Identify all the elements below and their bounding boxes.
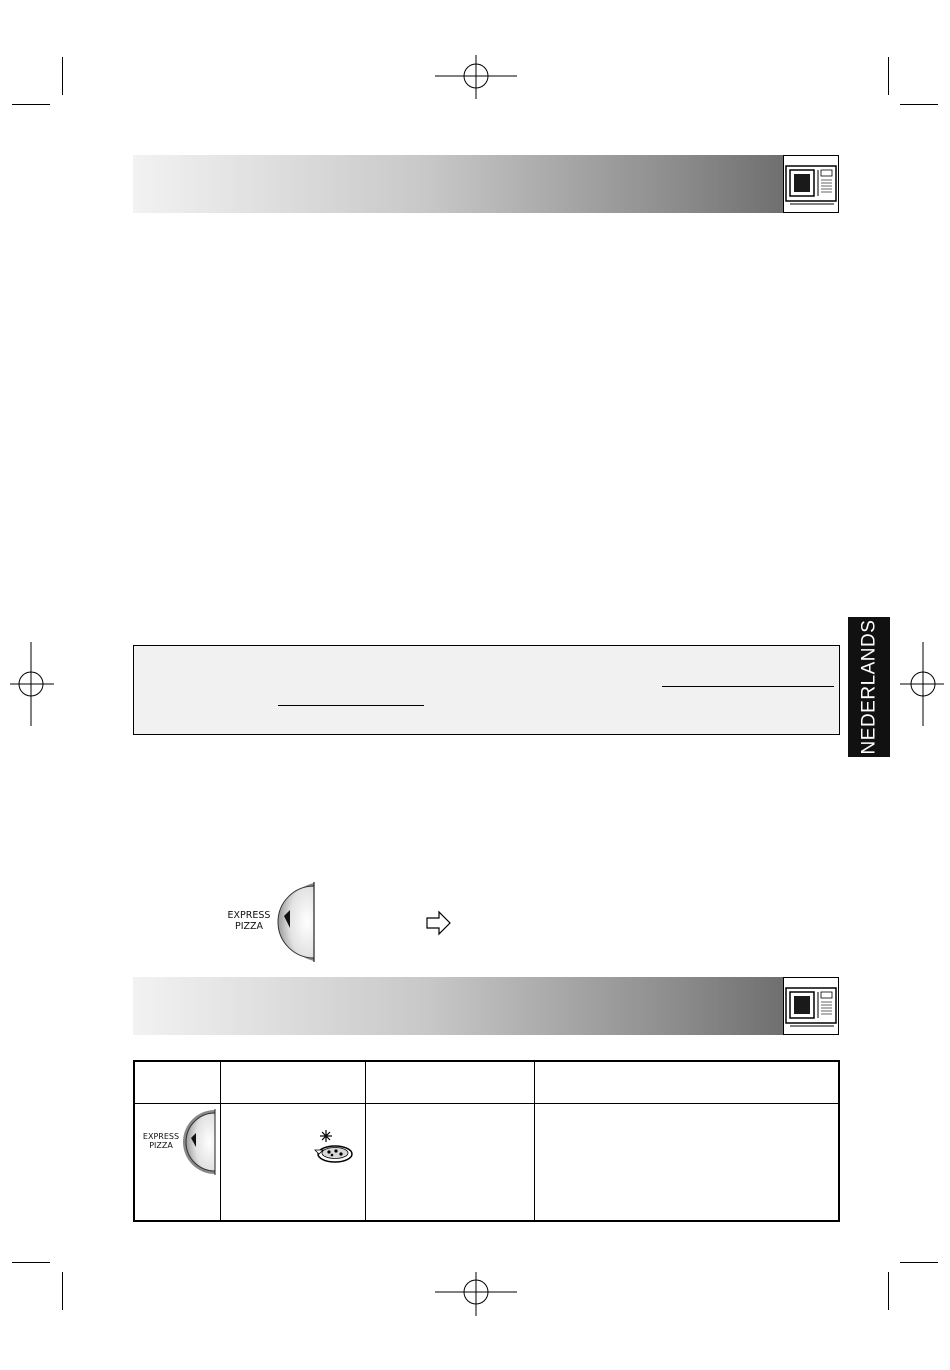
frozen-pizza-icon [313, 1128, 355, 1164]
arrow-right-icon [426, 910, 452, 936]
language-tab-label: NEDERLANDS [858, 619, 879, 755]
express-pizza-button[interactable] [182, 1109, 218, 1175]
registration-mark-icon [900, 642, 944, 726]
underline-mark [278, 705, 424, 706]
crop-mark [888, 57, 889, 95]
table-header-cell [365, 1061, 535, 1103]
table-header-cell [221, 1061, 366, 1103]
pizza-label-line: PIZZA [149, 1140, 173, 1150]
notice-box [133, 645, 840, 735]
pizza-label-line: PIZZA [234, 920, 264, 932]
crop-mark [900, 1262, 938, 1263]
express-pizza-label [218, 911, 280, 933]
underline-mark [662, 686, 834, 687]
table-header-row [134, 1061, 839, 1103]
crop-mark [62, 1272, 63, 1310]
table-header-cell [134, 1061, 221, 1103]
section-header-bar [133, 977, 783, 1035]
crop-mark [888, 1272, 889, 1310]
crop-mark [62, 57, 63, 95]
section-header-bar [133, 155, 783, 213]
table-cell-button [134, 1103, 221, 1221]
express-label-line: EXPRESS [142, 1131, 180, 1141]
table-cell [535, 1103, 839, 1221]
microwave-icon [784, 978, 838, 1034]
crop-mark [12, 104, 50, 105]
express-pizza-button[interactable] [274, 882, 318, 962]
express-label-line: EXPRESS [227, 910, 271, 921]
table-header-cell [535, 1061, 839, 1103]
table-cell-symbol [221, 1103, 366, 1221]
program-table [133, 1060, 840, 1222]
crop-mark [900, 104, 938, 105]
microwave-icon [784, 156, 838, 212]
microwave-icon-box [783, 977, 839, 1035]
registration-mark-icon [10, 642, 54, 726]
language-tab [848, 617, 890, 757]
crop-mark [12, 1262, 50, 1263]
registration-mark-icon [435, 1268, 517, 1318]
microwave-icon-box [783, 155, 839, 213]
registration-mark-icon [435, 55, 517, 105]
table-row [134, 1103, 839, 1221]
table-cell [365, 1103, 535, 1221]
express-pizza-label [139, 1132, 183, 1150]
